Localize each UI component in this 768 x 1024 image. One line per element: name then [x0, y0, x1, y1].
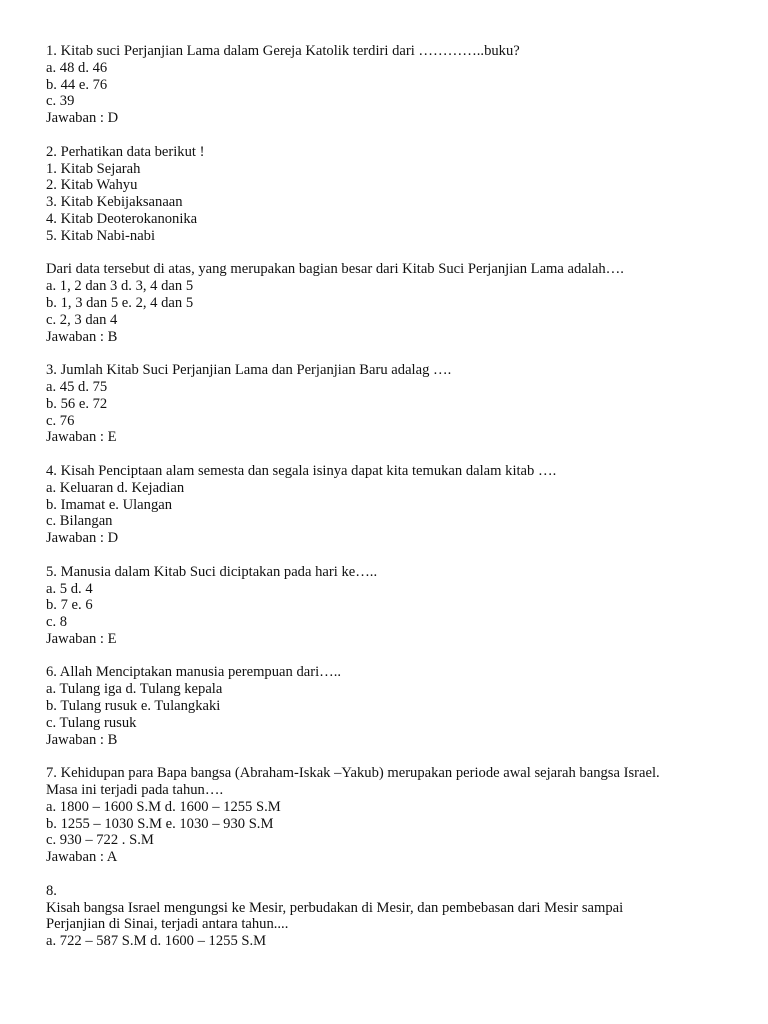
question-block-4	[46, 463, 746, 547]
answer-option: b. 56 e. 72	[46, 395, 108, 412]
question-text: 4. Kisah Penciptaan alam semesta dan segala isinya dapat kita temukan dalam kitab ….	[46, 462, 557, 479]
answer-option: c. Tulang rusuk	[46, 714, 137, 731]
answer-option: c. 930 – 722 . S.M	[46, 832, 154, 849]
question-text: Kisah bangsa Israel mengungsi ke Mesir, perbudakan di Mesir, dan pembebasan dari Mesir sampai	[46, 899, 624, 916]
answer-option: a. 1800 – 1600 S.M d. 1600 – 1255 S.M	[46, 798, 281, 815]
question-text: 3. Jumlah Kitab Suci Perjanjian Lama dan Perjanjian Baru adalag ….	[46, 362, 452, 379]
answer-option: c. 76	[46, 412, 75, 429]
question-block-6	[46, 664, 746, 748]
answer-key: Jawaban : D	[46, 530, 119, 547]
question-text: 1. Kitab suci Perjanjian Lama dalam Gereja Katolik terdiri dari …………..buku?	[46, 43, 520, 59]
question-block-8	[46, 883, 746, 950]
answer-key: Jawaban : A	[46, 849, 118, 866]
answer-key: Jawaban : E	[46, 630, 117, 647]
question-text: Perjanjian di Sinai, terjadi antara tahun....	[46, 916, 289, 933]
spacer	[46, 127, 746, 144]
answer-option: a. 1, 2 dan 3 d. 3, 4 dan 5	[46, 278, 194, 295]
data-item: 3. Kitab Kebijaksanaan	[46, 194, 183, 211]
answer-option: b. 1, 3 dan 5 e. 2, 4 dan 5	[46, 294, 194, 311]
question-text: 5. Manusia dalam Kitab Suci diciptakan pada hari ke…..	[46, 563, 378, 580]
question-block-2	[46, 144, 746, 245]
question-number: 8.	[46, 882, 57, 899]
spacer	[46, 748, 746, 765]
spacer	[46, 446, 746, 463]
answer-option: b. 1255 – 1030 S.M e. 1030 – 930 S.M	[46, 815, 274, 832]
answer-option: a. 45 d. 75	[46, 378, 108, 395]
answer-option: b. Imamat e. Ulangan	[46, 496, 173, 513]
answer-option: a. Tulang iga d. Tulang kepala	[46, 681, 223, 698]
answer-option: b. 44 e. 76	[46, 76, 108, 93]
question-text: 6. Allah Menciptakan manusia perempuan dari…..	[46, 664, 342, 681]
answer-option: c. 2, 3 dan 4	[46, 311, 118, 328]
answer-key: Jawaban : D	[46, 110, 119, 127]
data-item: 2. Kitab Wahyu	[46, 177, 138, 194]
answer-option: a. Keluaran d. Kejadian	[46, 479, 185, 496]
question-text: 7. Kehidupan para Bapa bangsa (Abraham-Iskak –Yakub) merupakan periode awal sejarah bangsa Israel.	[46, 765, 660, 782]
answer-option: b. Tulang rusuk e. Tulangkaki	[46, 698, 221, 715]
document-page	[46, 43, 746, 950]
spacer	[46, 245, 746, 262]
question-text: 2. Perhatikan data berikut !	[46, 143, 205, 160]
answer-option: b. 7 e. 6	[46, 597, 93, 614]
question-text: Masa ini terjadi pada tahun….	[46, 782, 224, 799]
answer-option: c. Bilangan	[46, 513, 113, 530]
question-block-3	[46, 362, 746, 446]
data-item: 4. Kitab Deoterokanonika	[46, 210, 198, 227]
question-block-5	[46, 564, 746, 648]
question-text: Dari data tersebut di atas, yang merupakan bagian besar dari Kitab Suci Perjanjian Lama adalah….	[46, 261, 624, 278]
spacer	[46, 866, 746, 883]
answer-key: Jawaban : B	[46, 731, 118, 748]
data-item: 1. Kitab Sejarah	[46, 160, 141, 177]
answer-option: a. 5 d. 4	[46, 580, 93, 597]
question-block-7	[46, 765, 746, 866]
spacer	[46, 648, 746, 665]
question-block-1	[46, 43, 746, 127]
answer-option: c. 39	[46, 93, 75, 110]
answer-key: Jawaban : E	[46, 429, 117, 446]
answer-key: Jawaban : B	[46, 328, 118, 345]
answer-option: c. 8	[46, 614, 68, 631]
data-item: 5. Kitab Nabi-nabi	[46, 227, 156, 244]
spacer	[46, 547, 746, 564]
answer-option: a. 722 – 587 S.M d. 1600 – 1255 S.M	[46, 933, 267, 950]
spacer	[46, 345, 746, 362]
question-block-2-continued	[46, 261, 746, 345]
answer-option: a. 48 d. 46	[46, 59, 108, 76]
